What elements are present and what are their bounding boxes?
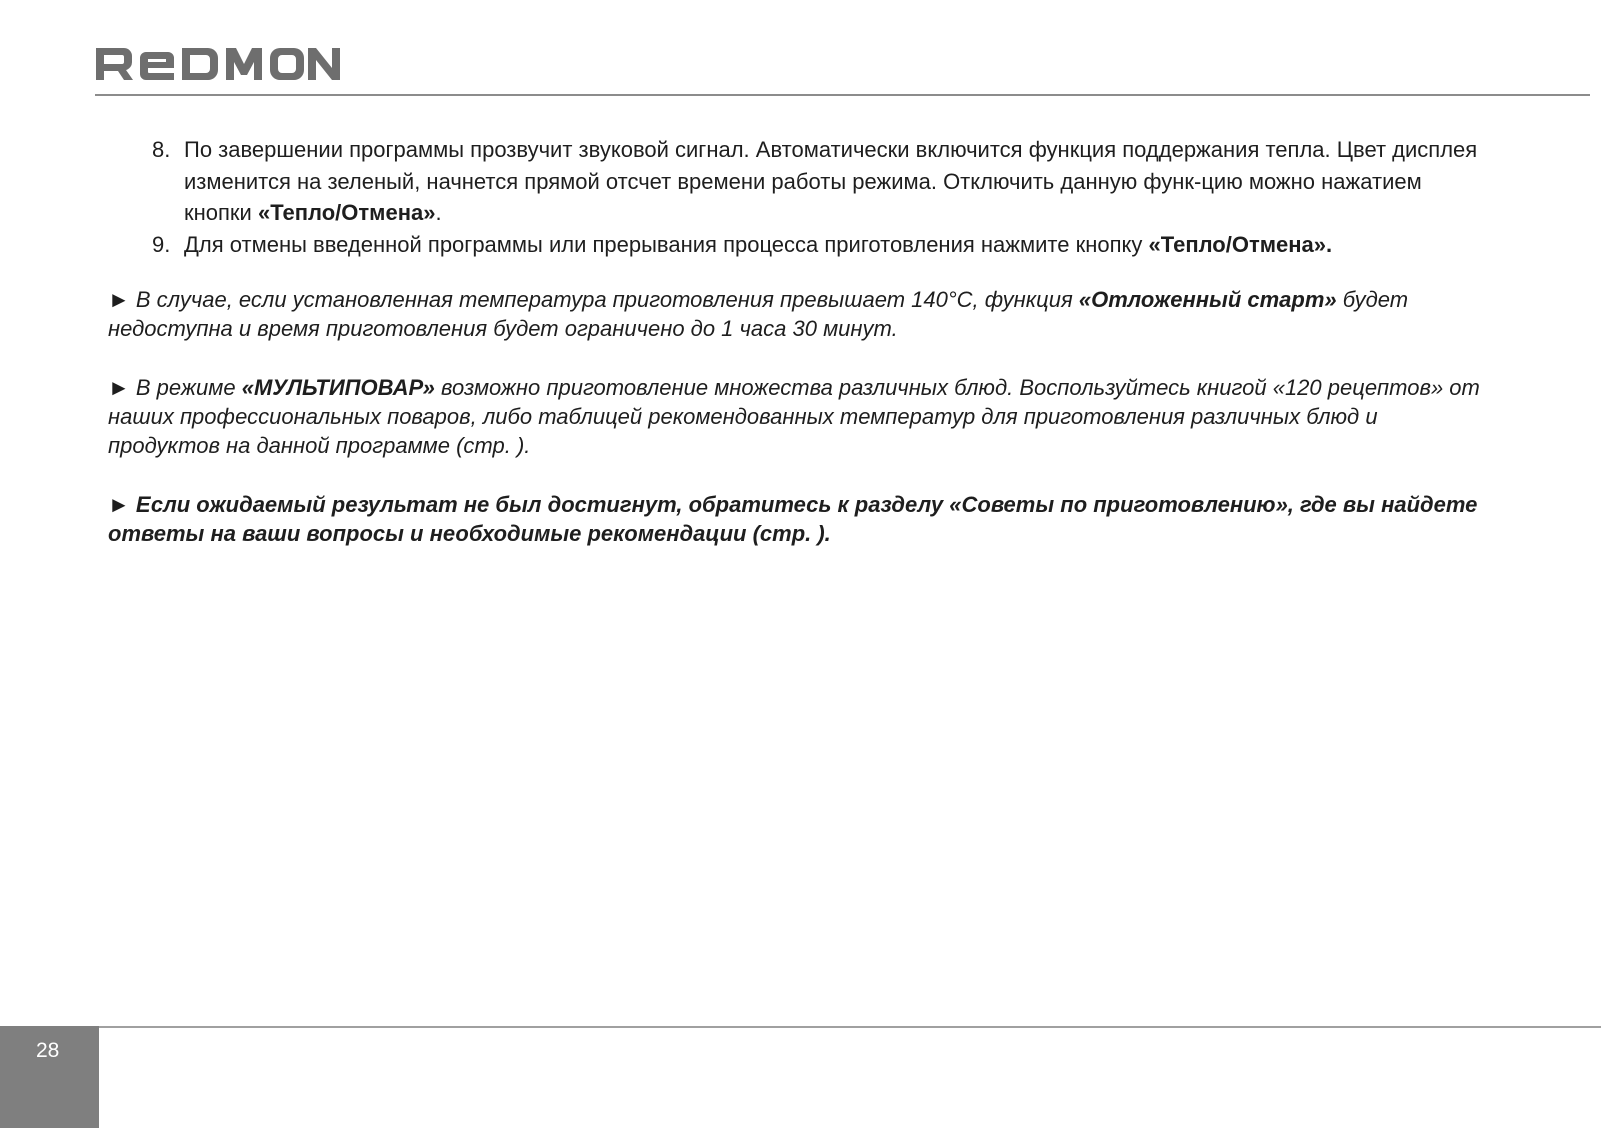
step-text-end: .: [435, 200, 442, 225]
step-button-ref: «Тепло/Отмена».: [1148, 231, 1333, 257]
step-button-ref: «Тепло/Отмена»: [257, 200, 436, 225]
note-delayed-start: [108, 285, 1488, 343]
page-number-box: [0, 1026, 99, 1128]
step-item: [108, 134, 1488, 229]
note-cooking-tips: [108, 490, 1488, 548]
page-number: 28: [36, 1039, 60, 1062]
arrow-marker-icon: ►: [108, 492, 130, 517]
step-text: По завершении программы прозвучит звуковой сигнал. Автоматически включится функция поддержания тепла. Цвет дисплея изменится на зеленый, начнется прямой отсчет времени работы режима. Отключить данную функ-цию можно нажатием кнопки: [184, 137, 1478, 225]
arrow-marker-icon: ►: [108, 287, 130, 312]
note-text: В режиме: [129, 375, 242, 400]
instructions-content: [108, 134, 1488, 548]
arrow-marker-icon: ►: [108, 375, 130, 400]
step-text: Для отмены введенной программы или прерывания процесса приготовления нажмите кнопку: [184, 231, 1149, 257]
step-number: 9.: [152, 231, 171, 257]
note-text: В случае, если установленная температура приготовления превышает 140°C, функция: [129, 287, 1079, 312]
note-text: Если ожидаемый результат не был достигнут, обратитесь к разделу «Советы по приготовлению», где вы найдете ответы на ваши вопросы и необходимые рекомендации (стр. ).: [108, 492, 1478, 546]
footer-rule: [0, 1026, 1601, 1028]
note-multicook: [108, 373, 1488, 460]
redmond-logo-icon: [96, 44, 350, 84]
step-item: [108, 229, 1488, 261]
step-number: 8.: [152, 137, 171, 162]
note-text-end: будет недоступна и время приготовления будет ограничено до 1 часа 30 минут.: [108, 287, 1409, 341]
note-bold: «МУЛЬТИПОВАР»: [241, 375, 435, 400]
note-bold: «Отложенный старт»: [1078, 287, 1337, 312]
note-text-end: возможно приготовление множества различных блюд. Воспользуйтесь книгой «120 рецептов» от наших профессиональных поваров, либо таблицей рекомендованных температур для приготовления различных блюд и продуктов на данной программе (стр. ).: [108, 375, 1480, 458]
header-rule: [95, 94, 1590, 96]
